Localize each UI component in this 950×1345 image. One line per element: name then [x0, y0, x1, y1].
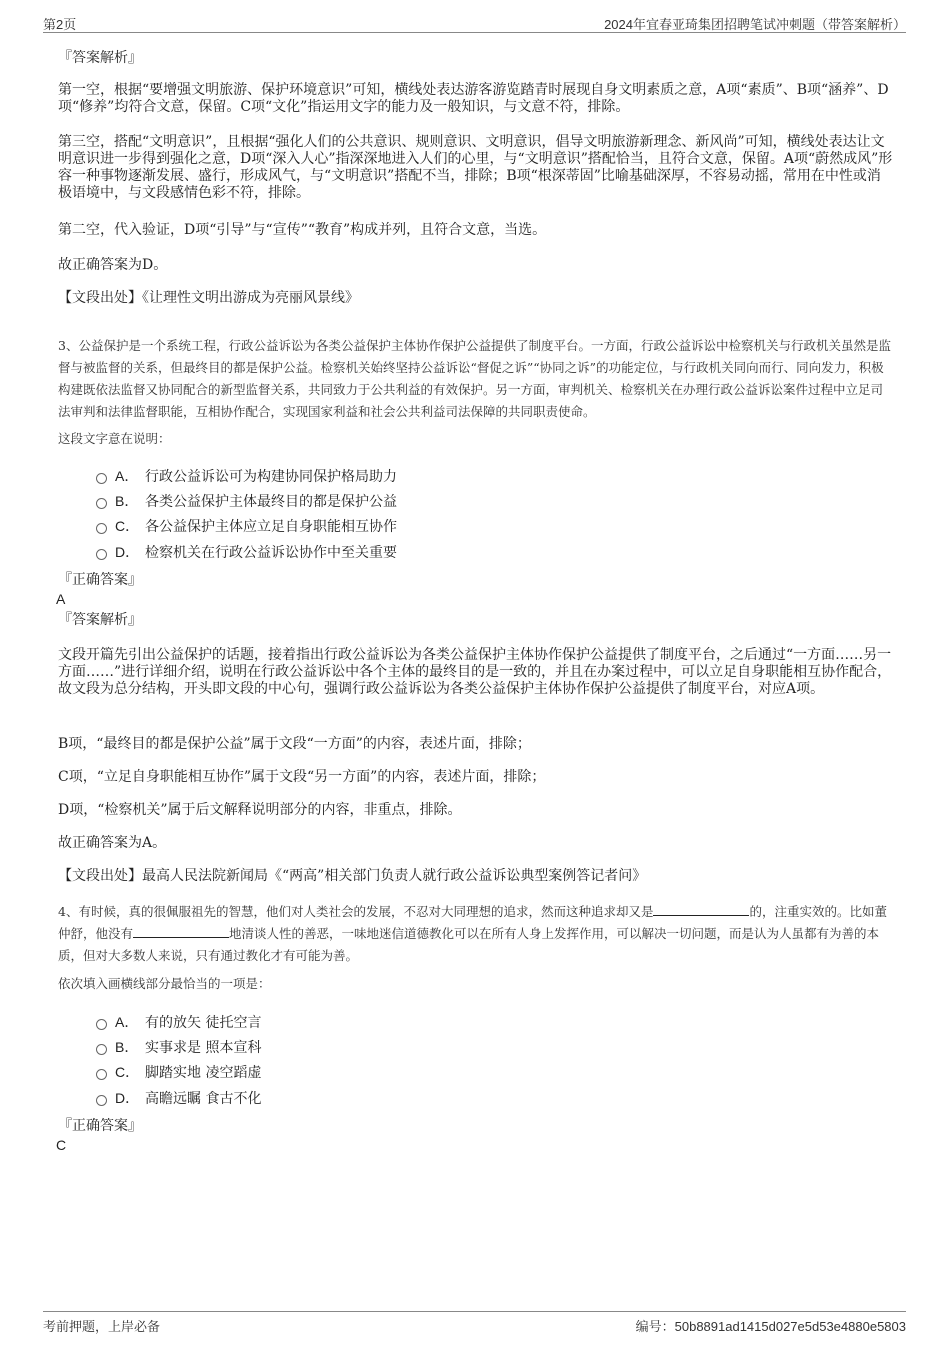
question-prompt: 这段文字意在说明：: [58, 431, 171, 446]
radio-icon[interactable]: [96, 473, 107, 484]
radio-icon[interactable]: [96, 1069, 107, 1080]
option-b[interactable]: B． 各类公益保护主体最终目的都是保护公益: [96, 492, 397, 510]
answer-statement: 故正确答案为D。: [58, 257, 168, 273]
radio-icon[interactable]: [96, 1095, 107, 1106]
page-header: [43, 12, 906, 33]
answer-heading: 『正确答案』: [58, 572, 142, 588]
analysis-paragraph: 第一空，根据“要增强文明旅游、保护环境意识”可知，横线处表达游客游览踏青时展现自身文明素质之意，A项“素质”、B项“涵养”、D项“修养”均符合文意，保留。C项“文化”指运用文字的能力及一般知识，与文意不符，排除。: [58, 82, 889, 115]
correct-answer: A: [56, 591, 66, 607]
analysis-paragraph: 第二空，代入验证，D项“引导”与“宣传”“教育”构成并列，且符合文意，当选。: [58, 222, 547, 238]
radio-icon[interactable]: [96, 1019, 107, 1030]
page-footer: [43, 1311, 906, 1335]
source-citation: 【文段出处】《让理性文明出游成为亮丽风景线》: [58, 290, 359, 306]
analysis-paragraph: D项，“检察机关”属于后文解释说明部分的内容，非重点，排除。: [58, 802, 462, 818]
document-title: 2024年宜春亚琦集团招聘笔试冲刺题（带答案解析）: [604, 17, 906, 32]
question-stem: 3、公益保护是一个系统工程，行政公益诉讼为各类公益保护主体协作保护公益提供了制度平台。一方面，行政公益诉讼中检察机关与行政机关虽然是监督与被监督的关系，但最终目的都是保护公益。检察机关始终坚持公益诉讼“督促之诉”“协同之诉”的功能定位，与行政机关同向而行、同向发力，积极构建既依法监督又协同配合的新型监督关系，共同致力于公共利益的有效保护。另一方面，审判机关、检察机关在办理行政公益诉讼案件过程中立足司法审判和法律监督职能，互相协作配合，实现国家利益和社会公共利益司法保障的共同职责使命。: [58, 338, 891, 419]
radio-icon[interactable]: [96, 1044, 107, 1055]
document-id: 编号：50b8891ad1415d027e5d53e4880e5803: [635, 1319, 906, 1334]
analysis-paragraph: 文段开篇先引出公益保护的话题，接着指出行政公益诉讼为各类公益保护主体协作保护公益提供了制度平台，之后通过“一方面……另一方面……”进行详细介绍，说明在行政公益诉讼中各个主体的最终目的是一致的，并且在办案过程中，可以立足自身职能相互协作配合，故文段为总分结构，开头即文段的中心句，强调行政公益诉讼为各类公益保护主体协作保护公益提供了制度平台，对应A项。: [58, 647, 892, 697]
option-a[interactable]: A． 有的放矢 徒托空言: [96, 1013, 261, 1031]
page-number: 第2页: [43, 17, 77, 32]
option-b[interactable]: B． 实事求是 照本宣科: [96, 1038, 261, 1056]
radio-icon[interactable]: [96, 498, 107, 509]
question-stem: 4、有时候，真的很佩服祖先的智慧，他们对人类社会的发展，不忍对大同理想的追求，然而这种追求却又是 的，注重实效的。比如董仲舒，他没有 地清谈人性的善恶，一味地迷信道德教化可以在所有人身上发挥作用，可以解决一切问题，而是认为人虽都有为善的本质，但对大多数人来说，只有通过教化才有可能为善。: [58, 904, 887, 963]
question-prompt: 依次填入画横线部分最恰当的一项是：: [58, 976, 271, 991]
analysis-paragraph: C项，“立足自身职能相互协作”属于文段“另一方面”的内容，表述片面，排除；: [58, 769, 546, 785]
analysis-heading: 『答案解析』: [58, 612, 142, 628]
radio-icon[interactable]: [96, 549, 107, 560]
fill-blank: [133, 925, 229, 938]
option-d[interactable]: D． 检察机关在行政公益诉讼协作中至关重要: [96, 543, 397, 561]
correct-answer: C: [56, 1137, 67, 1153]
source-citation: 【文段出处】最高人民法院新闻局《“两高”相关部门负责人就行政公益诉讼典型案例答记者问》: [58, 868, 647, 884]
answer-heading: 『正确答案』: [58, 1118, 142, 1134]
option-c[interactable]: C． 各公益保护主体应立足自身职能相互协作: [96, 517, 397, 535]
radio-icon[interactable]: [96, 523, 107, 534]
analysis-paragraph: B项，“最终目的都是保护公益”属于文段“一方面”的内容，表述片面，排除；: [58, 736, 531, 752]
option-d[interactable]: D． 高瞻远瞩 食古不化: [96, 1089, 261, 1107]
fill-blank: [653, 903, 749, 916]
analysis-paragraph: 第三空，搭配“文明意识”，且根据“强化人们的公共意识、规则意识、文明意识，倡导文明旅游新理念、新风尚”可知，横线处表达让文明意识进一步得到强化之意，D项“深入人心”指深深地进入人们的心里，与“文明意识”搭配恰当，且符合文意，保留。A项“蔚然成风”形容一种事物逐渐发展、盛行，形成风气，与“文明意识”搭配不当，排除；B项“根深蒂固”比喻基础深厚，不容易动摇，常用在中性或消极语境中，与文段感情色彩不符，排除。: [58, 134, 893, 201]
footer-slogan: 考前押题，上岸必备: [43, 1320, 161, 1335]
option-c[interactable]: C． 脚踏实地 凌空蹈虚: [96, 1063, 261, 1081]
answer-statement: 故正确答案为A。: [58, 835, 167, 851]
analysis-heading: 『答案解析』: [58, 50, 142, 66]
option-a[interactable]: A． 行政公益诉讼可为构建协同保护格局助力: [96, 467, 397, 485]
